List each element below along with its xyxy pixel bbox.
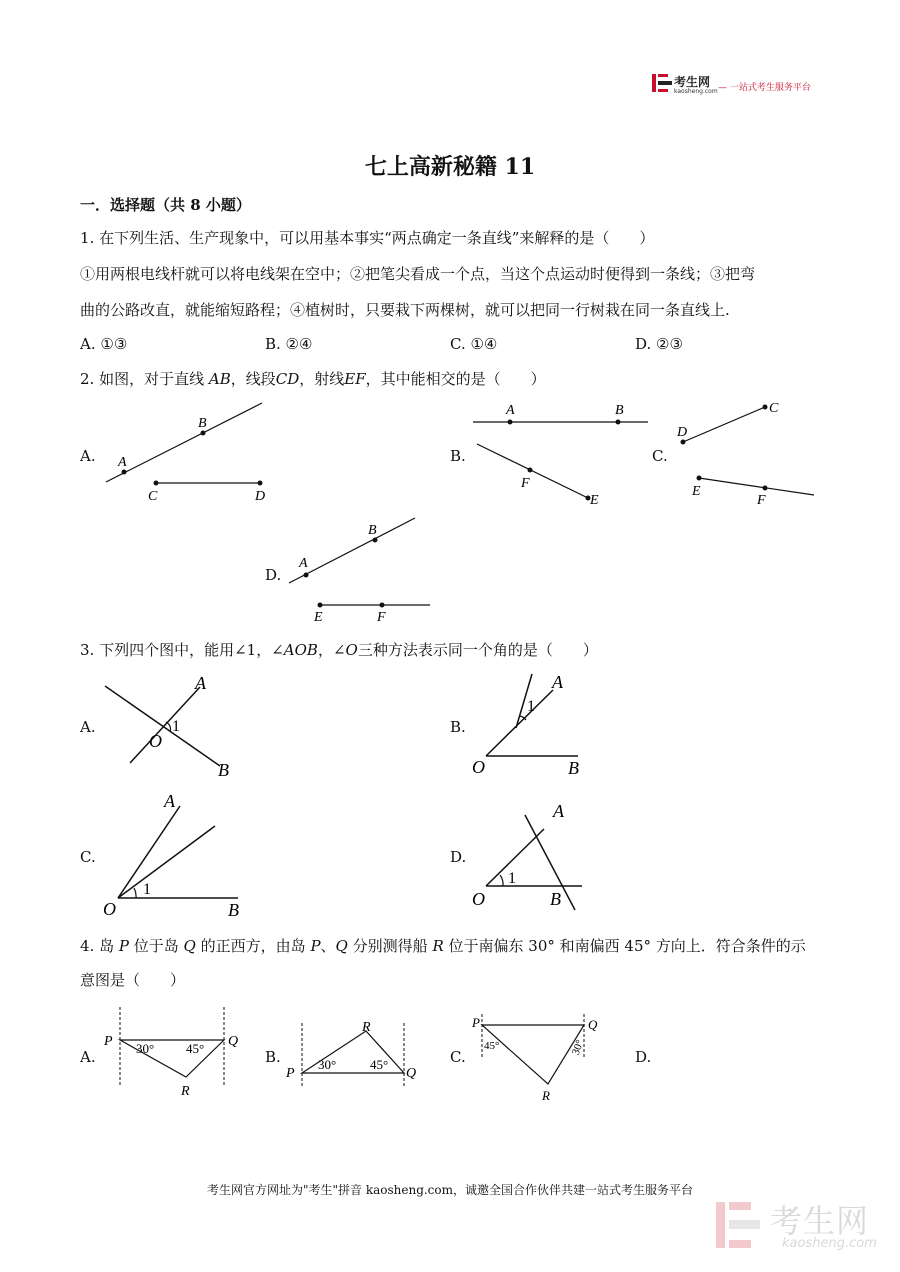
q3-figure-b [470,670,620,782]
q3-option-a[interactable]: A. [80,718,96,736]
q3-figure-c [100,790,250,920]
q1-statement-line1: ①用两根电线杆就可以将电线架在空中；②把笔尖看成一个点，当这个点运动时便得到一条线；③把弯 [80,265,756,283]
angle-45: 45° [370,1057,389,1072]
q2-figure-c [675,398,825,510]
label-b: B [568,758,579,778]
label-q: Q [406,1066,417,1081]
q4-figure-b [282,1015,432,1090]
footer: 考生网官方网址为"考生"拼音 kaosheng.com，诚邀全国合作伙伴共建一站式考生服务平台 [206,1183,694,1197]
label-q: Q [588,1017,598,1032]
label-p: P [472,1015,480,1030]
logo-slogan: — 一站式考生服务平台 [718,83,811,93]
label-one: 1 [172,718,180,735]
q2-figure-a [100,400,270,510]
section-heading: 一．选择题（共 8 小题） [80,196,251,214]
label-a: A [118,455,127,470]
label-b: B [218,760,229,780]
angle-45: 45° [484,1040,500,1052]
label-a: A [164,791,175,811]
label-o: O [472,757,485,777]
q4-option-c[interactable]: C. [450,1048,466,1066]
label-a: A [552,672,563,692]
q2-option-c[interactable]: C. [652,447,668,465]
q3-option-c[interactable]: C. [80,848,96,866]
label-q: Q [228,1034,239,1049]
label-b: B [615,403,624,418]
q2-figure-b [470,398,660,508]
page-title: 七上高新秘籍 11 [364,154,536,180]
label-a: A [195,673,206,693]
q1-statement-line2: 曲的公路改直，就能缩短路程；④植树时，只要栽下两棵树，就可以把同一行树栽在同一条直线上. [80,301,730,319]
label-b: B [198,416,207,431]
logo-name: 考生网 [674,75,711,89]
q3-option-d[interactable]: D. [450,848,467,866]
label-a: A [553,801,564,821]
q1-option-b[interactable]: B. ②④ [265,335,313,353]
q2-figure-d [285,515,435,627]
label-e: E [590,493,599,508]
watermark-logo-icon [716,1202,760,1252]
q4-stem-line1: 4. 岛 P 位于岛 Q 的正西方，由岛 P、Q 分别测得船 R 位于南偏东 30° 和南偏西 45° 方向上．符合条件的示 [80,937,806,955]
label-one: 1 [527,698,535,715]
angle-30: 30° [318,1057,337,1072]
q4-stem-line2: 意图是（ ） [80,971,186,989]
label-e: E [692,484,701,499]
q3-figure-d [470,795,620,920]
q2-option-d[interactable]: D. [265,566,282,584]
q1-option-c[interactable]: C. ①④ [450,335,498,353]
label-d: D [677,425,688,440]
label-a: A [299,556,308,571]
q2-stem: 2. 如图，对于直线 AB，线段CD，射线EF，其中能相交的是（ ） [80,370,546,388]
label-p: P [104,1034,113,1049]
logo-url: kaosheng.com [674,88,718,95]
angle-30: 30° [136,1041,155,1056]
label-b: B [228,900,239,920]
label-one: 1 [143,881,151,898]
q4-option-d[interactable]: D. [635,1048,652,1066]
label-o: O [103,899,116,919]
label-r: R [362,1020,371,1035]
label-one: 1 [508,870,516,887]
logo-icon [652,74,672,92]
label-p: P [286,1066,295,1081]
label-r: R [542,1088,550,1103]
label-a: A [506,403,515,418]
label-b: B [368,523,377,538]
label-e: E [314,610,323,625]
q2-option-b[interactable]: B. [450,447,466,465]
angle-45: 45° [186,1041,205,1056]
label-f: F [757,493,766,508]
label-o: O [472,889,485,909]
label-c: C [148,489,158,504]
label-f: F [377,610,386,625]
q4-option-b[interactable]: B. [265,1048,281,1066]
q1-stem: 1. 在下列生活、生产现象中，可以用基本事实“两点确定一条直线”来解释的是（ ） [80,229,655,247]
q4-option-a[interactable]: A. [80,1048,96,1066]
q3-option-b[interactable]: B. [450,718,466,736]
label-o: O [149,731,162,751]
q1-option-a[interactable]: A. ①③ [80,335,128,353]
label-c: C [769,401,779,416]
label-b: B [550,889,561,909]
label-r: R [181,1084,190,1099]
q3-stem: 3. 下列四个图中，能用∠1，∠AOB，∠O三种方法表示同一个角的是（ ） [80,641,598,659]
q2-option-a[interactable]: A. [80,447,96,465]
label-f: F [521,476,530,491]
watermark-url: kaosheng.com [782,1236,877,1251]
q1-option-d[interactable]: D. ②③ [635,335,683,353]
angle-30: 30° [569,1038,587,1057]
watermark-name: 考生网 [770,1202,870,1240]
q3-figure-a [100,670,250,782]
label-d: D [255,489,266,504]
q4-figure-a [100,1005,250,1105]
q4-figure-c [470,1010,610,1105]
